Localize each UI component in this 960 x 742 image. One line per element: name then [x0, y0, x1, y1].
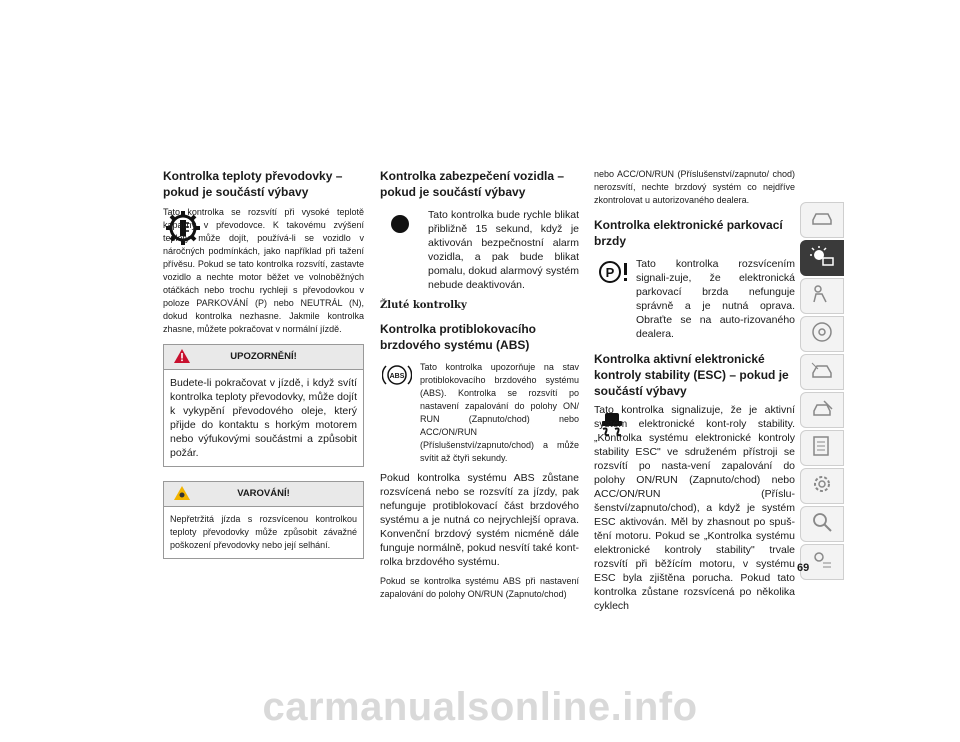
tab-airbag[interactable] — [800, 278, 844, 314]
abs-heading: Kontrolka protiblokovacího brzdového systému (ABS) — [380, 322, 537, 352]
svg-text:ABS: ABS — [389, 373, 405, 380]
svg-text:P: P — [605, 265, 615, 280]
car-crash-icon — [810, 361, 834, 384]
wrench-car-icon — [810, 399, 834, 422]
park-brake-text: Tato kontrolka rozsvícením signali-zuje, že elektronická parkovací brzda nefunguje správně a je nutná oprava. Obraťte se na auto-rizovaného dealera. — [636, 258, 795, 340]
settings-list-icon — [811, 549, 833, 576]
caution-box — [163, 481, 364, 559]
security-heading: Kontrolka zabezpečení vozidla – pokud je součástí výbavy — [380, 169, 565, 199]
checklist-icon — [812, 435, 832, 462]
security-text: Tato kontrolka bude rychle blikat přibližně 15 sekund, když je aktivován bezpečnostní alarm vozidla, a pak bude blikat pomalu, dokud alarmový systém nebude deaktivován. — [428, 209, 579, 291]
warning-title: UPOZORNĚNÍ! — [230, 351, 297, 362]
column-parking-esc — [594, 168, 795, 613]
steering-wheel-icon — [811, 321, 833, 348]
column-transmission-temperature — [163, 168, 364, 559]
caution-text: Nepřetržitá jízda s rozsvícenou kontrolkou teploty převodovky může způsobit závažné poškození převodovky nebo její selhání. — [170, 514, 357, 550]
tab-dashboard-lights[interactable] — [800, 240, 844, 276]
yellow-lights-heading: Žluté kontrolky — [380, 300, 467, 311]
abs-continued-text: nebo ACC/ON/RUN (Příslušenství/zapnuto/ chod) nerozsvítí, nechte brzdový systém co nejdříve zkontrolovat u autorizovaného dealera. — [594, 169, 795, 205]
tab-steering[interactable] — [800, 316, 844, 352]
gear-tools-icon — [811, 473, 833, 500]
watermark: carmanualsonline.info — [262, 685, 698, 729]
chapter-sidebar — [800, 202, 844, 582]
abs-icon — [380, 361, 414, 465]
esc-heading: Kontrolka aktivní elektronické kontroly stability (ESC) – pokud je součástí výbavy — [594, 352, 789, 398]
car-front-icon — [810, 210, 834, 231]
tab-maintenance[interactable] — [800, 392, 844, 428]
parking-brake-icon — [594, 257, 630, 341]
transmission-temp-text: Tato kontrolka se rozsvítí při vysoké teplotě kapaliny v převodovce. K takovému zvýšení teploty může dojít, používá-li se vozidlo v náročných podmínkách, jako například při tažení přívěsu. Pokud se tato kontrolka rozsvítí, zastavte vozidlo a nechte motor běžet ve volnoběžných otáčkách nebo trochu rychleji s převodovkou v poloze PARKOVÁNÍ (P) nebo NEUTRÁL (N), dokud kontrolka nezhasne. Jakmile kontrolka zhasne, můžete pokračovat v normální jízdě. — [163, 207, 364, 334]
abs-text: Tato kontrolka upozorňuje na stav protiblokovacího brzdového systému (ABS). Kontrolka se rozsvítí po nastavení zapalování do polohy ON/ RUN (Zapnuto/chod) nebo ACC/ON/RUN (Příslušenství/zapnuto/chod) a může svítit až čtyři sekundy. — [420, 362, 579, 463]
page-number: 69 — [797, 562, 810, 574]
warning-box — [163, 344, 364, 467]
warning-text: Budete-li pokračovat v jízdě, i když svítí kontrolka teploty převodovky, může dojít k vykypění převodového oleje, který přijde do kontaktu s horkým motorem nebo výfukovými součástmi a způsobit požár. — [170, 377, 357, 459]
dashboard-lights-icon — [809, 245, 835, 272]
magnifier-icon — [811, 511, 833, 538]
tab-checklist[interactable] — [800, 430, 844, 466]
tab-car-front[interactable] — [800, 202, 844, 238]
esc-text: Tato kontrolka signalizuje, že je aktivní systém elektronické kont-roly stability. „Kontrolka systému elektronické kontroly stability ESC" ve sdruženém přístroji se rozsvítí po nasta-vení zapalování do polohy ON/RUN (Zapnuto/chod) nebo ACC/ON/RUN (Příslu-šenství/zapnuto/chod), a když je systém ESC aktivován. Měl by zhasnout po spuš-tění motoru. Pokud se „Kontrolka systému elektronické kontroly stability" trvale rozsvítí při běžícím motoru, v systému ESC byla zjištěna porucha. Pokud tato kontrolka zůstane rozsvícená po několika cyklech — [594, 404, 795, 612]
tab-tools[interactable] — [800, 468, 844, 504]
tab-crash[interactable] — [800, 354, 844, 390]
park-brake-heading: Kontrolka elektronické parkovací brzdy — [594, 218, 783, 248]
security-dot-icon — [380, 208, 420, 292]
tab-search[interactable] — [800, 506, 844, 542]
abs-text-3: Pokud se kontrolka systému ABS při nastavení zapalování do polohy ON/RUN (Zapnuto/chod) — [380, 576, 579, 599]
caution-title: VAROVÁNÍ! — [237, 488, 290, 499]
transmission-temp-heading: Kontrolka teploty převodovky – pokud je součástí výbavy — [163, 169, 343, 199]
abs-text-2: Pokud kontrolka systému ABS zůstane rozsvícená nebo se rozsvítí za jízdy, pak nefunguje protiblokovací část brzdového systému a je nutná co nejrychlejší oprava. Konvenční brzdový systém nicméně dále funguje normálně, pokud nesvítí také kont-rolka brzdového systému. — [380, 472, 579, 568]
airbag-person-icon — [810, 284, 834, 309]
column-security-abs — [380, 168, 579, 601]
